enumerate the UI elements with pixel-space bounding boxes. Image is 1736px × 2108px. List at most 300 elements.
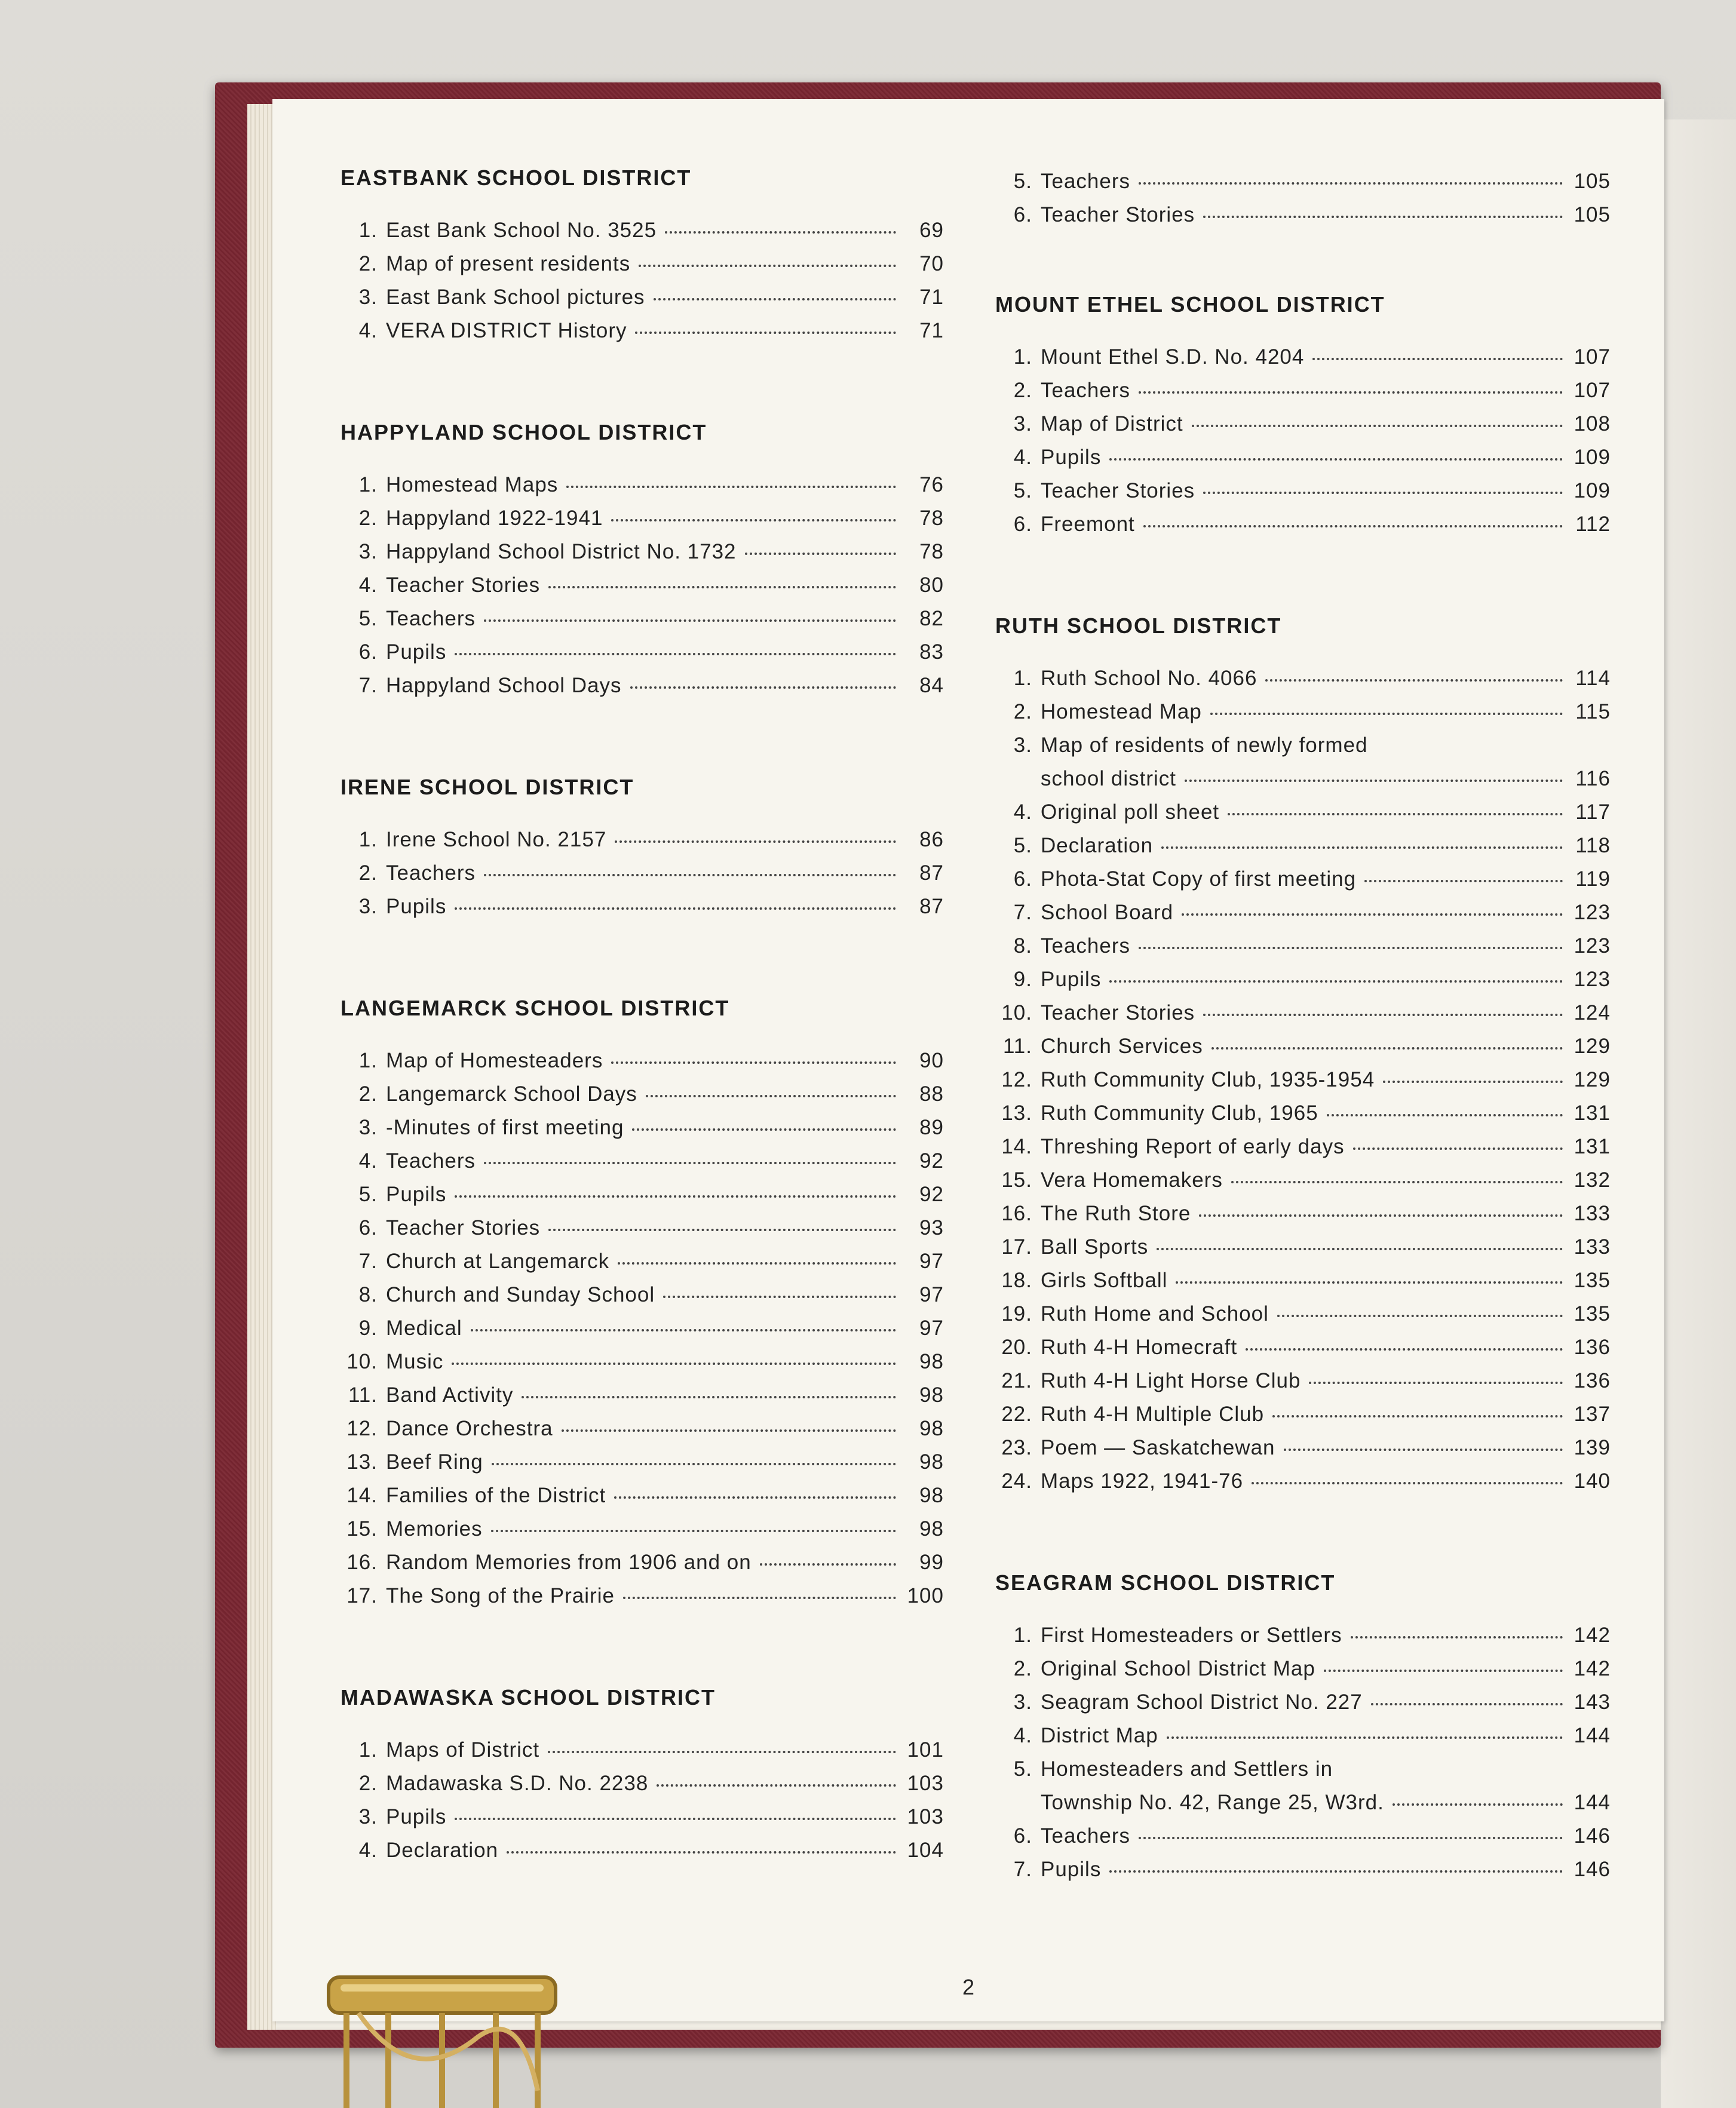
entry-page-number: 86 — [919, 828, 944, 851]
district-section — [341, 1684, 944, 1867]
index-entry — [341, 1379, 944, 1412]
index-entry — [995, 407, 1611, 441]
dot-leader — [548, 1751, 896, 1753]
entry-number: 13. — [1001, 1101, 1032, 1125]
index-entry — [995, 1130, 1611, 1164]
entry-page-number: 146 — [1574, 1824, 1611, 1848]
entry-number: 14. — [346, 1484, 378, 1507]
index-entry — [995, 1819, 1611, 1853]
entry-number: 6. — [358, 640, 378, 664]
entry-number: 6. — [1013, 513, 1032, 536]
entry-number: 19. — [1001, 1302, 1032, 1325]
entry-page-number: 83 — [919, 640, 944, 664]
dot-leader — [1312, 358, 1563, 360]
dot-leader — [1203, 216, 1563, 218]
dot-leader — [1371, 1703, 1563, 1705]
index-entry — [995, 662, 1611, 695]
entry-title: Ruth School No. 4066 — [1041, 667, 1257, 690]
section-gap — [341, 1613, 944, 1684]
entry-page-number: 131 — [1574, 1135, 1611, 1158]
entry-title: Teachers — [1041, 170, 1131, 193]
entry-number: 20. — [1001, 1336, 1032, 1359]
entry-title: Map of present residents — [386, 252, 631, 275]
entry-number: 7. — [1013, 901, 1032, 924]
entry-page-number: 103 — [907, 1772, 944, 1795]
entry-page-number: 69 — [919, 219, 944, 242]
dot-leader — [646, 1095, 896, 1097]
entry-page-number: 82 — [919, 607, 944, 630]
entry-title: Madawaska S.D. No. 2238 — [386, 1772, 649, 1795]
entry-title: Families of the District — [386, 1484, 606, 1507]
entry-title: Irene School No. 2157 — [386, 828, 607, 851]
entry-number: 5. — [1013, 479, 1032, 502]
section-gap — [995, 232, 1611, 292]
dot-leader — [452, 1363, 896, 1365]
index-entry — [341, 214, 944, 247]
entry-page-number: 116 — [1575, 767, 1611, 790]
entry-number: 3. — [1013, 412, 1032, 435]
entry-number: 10. — [1001, 1001, 1032, 1024]
index-entry — [995, 1197, 1611, 1231]
entry-page-number: 123 — [1574, 968, 1611, 991]
entry-number: 13. — [346, 1450, 378, 1474]
entry-page-number: 139 — [1574, 1436, 1611, 1459]
entry-page-number: 129 — [1574, 1035, 1611, 1058]
dot-leader — [623, 1597, 896, 1599]
entry-number: 18. — [1001, 1269, 1032, 1292]
entry-number: 1. — [358, 1049, 378, 1072]
dot-leader — [455, 1195, 896, 1198]
entry-number: 3. — [358, 895, 378, 918]
dot-leader — [1393, 1803, 1563, 1806]
index-entry — [995, 762, 1611, 796]
dot-leader — [1203, 1014, 1563, 1016]
entry-number: 12. — [346, 1417, 378, 1440]
page-stack-edge — [247, 104, 276, 2030]
entry-title: First Homesteaders or Settlers — [1041, 1624, 1342, 1647]
dot-leader — [1199, 1214, 1563, 1217]
entry-number: 9. — [358, 1317, 378, 1340]
index-entry — [995, 1164, 1611, 1197]
entry-title-continued: Township No. 42, Range 25, W3rd. — [1041, 1791, 1384, 1814]
entry-title: Map of Homesteaders — [386, 1049, 603, 1072]
district-title: MADAWASKA SCHOOL DISTRICT — [341, 1685, 716, 1710]
dot-leader — [522, 1396, 896, 1398]
dot-leader — [548, 586, 896, 588]
entry-title: Teacher Stories — [1041, 203, 1195, 226]
entry-page-number: 105 — [1574, 203, 1611, 226]
entry-list — [995, 165, 1611, 232]
dot-leader — [1139, 1837, 1563, 1839]
entry-title: Ruth Community Club, 1965 — [1041, 1101, 1318, 1125]
index-entry — [995, 695, 1611, 729]
entry-title: Vera Homemakers — [1041, 1168, 1223, 1192]
entry-title: District Map — [1041, 1724, 1158, 1747]
entry-number: 3. — [358, 1805, 378, 1828]
entry-number: 22. — [1001, 1403, 1032, 1426]
entry-page-number: 97 — [919, 1250, 944, 1273]
entry-page-number: 87 — [919, 861, 944, 885]
index-entry — [341, 1733, 944, 1767]
binder-clip-icon — [323, 1971, 562, 2108]
index-entry — [995, 796, 1611, 829]
entry-page-number: 104 — [907, 1839, 944, 1862]
entry-page-number: 146 — [1574, 1858, 1611, 1881]
entry-number: 11. — [1002, 1035, 1032, 1058]
dot-leader — [1324, 1670, 1563, 1672]
district-title: EASTBANK SCHOOL DISTRICT — [341, 165, 692, 190]
index-entry — [341, 247, 944, 281]
index-entry — [341, 857, 944, 890]
entry-page-number: 142 — [1574, 1624, 1611, 1647]
entry-page-number: 129 — [1574, 1068, 1611, 1091]
dot-leader — [1272, 1415, 1563, 1417]
index-entry — [995, 374, 1611, 407]
entry-title: Random Memories from 1906 and on — [386, 1551, 752, 1574]
entry-title: VERA DISTRICT History — [386, 319, 627, 342]
entry-page-number: 98 — [919, 1417, 944, 1440]
dot-leader — [1109, 980, 1563, 983]
dot-leader — [1176, 1281, 1563, 1284]
entry-page-number: 140 — [1574, 1469, 1611, 1493]
index-entry — [341, 1312, 944, 1345]
entry-page-number: 98 — [919, 1517, 944, 1541]
entry-title: Medical — [386, 1317, 462, 1340]
entry-number: 2. — [1013, 1657, 1032, 1680]
entry-page-number: 114 — [1575, 667, 1611, 690]
entry-title: Maps of District — [386, 1738, 540, 1762]
entry-number: 2. — [358, 1082, 378, 1106]
entry-number: 5. — [1013, 170, 1032, 193]
index-entry — [341, 1579, 944, 1613]
entry-page-number: 78 — [919, 540, 944, 563]
dot-leader — [611, 519, 896, 521]
entry-list — [341, 823, 944, 923]
entry-title: Pupils — [386, 640, 447, 664]
dot-leader — [611, 1061, 896, 1064]
index-entry — [341, 1144, 944, 1178]
entry-page-number: 71 — [919, 319, 944, 342]
entry-title: Teachers — [1041, 1824, 1131, 1848]
entry-page-number: 100 — [907, 1584, 944, 1607]
entry-title: Dance Orchestra — [386, 1417, 553, 1440]
entry-list — [341, 214, 944, 348]
entry-title: School Board — [1041, 901, 1174, 924]
entry-page-number: 99 — [919, 1551, 944, 1574]
entry-number: 7. — [1013, 1858, 1032, 1881]
entry-page-number: 142 — [1574, 1657, 1611, 1680]
entry-number: 12. — [1001, 1068, 1032, 1091]
entry-number: 3. — [1013, 734, 1032, 757]
entry-page-number: 109 — [1574, 446, 1611, 469]
index-entry — [341, 1245, 944, 1278]
dot-leader — [1139, 947, 1563, 949]
section-gap — [341, 348, 944, 419]
entry-title: Teacher Stories — [386, 1216, 541, 1239]
index-entry — [341, 1044, 944, 1078]
index-entry — [341, 1546, 944, 1579]
dot-leader — [657, 1784, 896, 1787]
entry-title: -Minutes of first meeting — [386, 1116, 624, 1139]
entry-page-number: 137 — [1574, 1403, 1611, 1426]
entry-page-number: 87 — [919, 895, 944, 918]
dot-leader — [548, 1229, 896, 1231]
index-entry — [995, 474, 1611, 508]
entry-list — [995, 1619, 1611, 1886]
index-entry — [995, 1652, 1611, 1686]
entry-number: 4. — [358, 573, 378, 597]
entry-page-number: 76 — [919, 473, 944, 496]
district-title: MOUNT ETHEL SCHOOL DISTRICT — [995, 292, 1385, 317]
entry-number: 4. — [358, 1149, 378, 1173]
index-entry — [995, 1786, 1611, 1819]
entry-title: Pupils — [386, 1805, 447, 1828]
entry-page-number: 119 — [1575, 867, 1611, 891]
entry-number: 7. — [358, 1250, 378, 1273]
entry-title: Memories — [386, 1517, 483, 1541]
entry-title: Happyland School District No. 1732 — [386, 540, 737, 563]
right-column — [995, 165, 1611, 1886]
dot-leader — [1353, 1147, 1563, 1150]
district-title: SEAGRAM SCHOOL DISTRICT — [995, 1570, 1336, 1595]
entry-title: Music — [386, 1350, 444, 1373]
dot-leader — [1228, 813, 1563, 815]
dot-leader — [1157, 1248, 1563, 1250]
entry-page-number: 103 — [907, 1805, 944, 1828]
index-entry — [995, 1686, 1611, 1719]
entry-number: 3. — [358, 286, 378, 309]
left-column — [341, 165, 944, 1867]
entry-title: Ruth Home and School — [1041, 1302, 1269, 1325]
dot-leader — [654, 298, 896, 300]
entry-number: 21. — [1001, 1369, 1032, 1392]
dot-leader — [1364, 880, 1563, 882]
entry-page-number: 101 — [907, 1738, 944, 1762]
dot-leader — [471, 1329, 896, 1331]
entry-number: 5. — [1013, 1757, 1032, 1781]
entry-title: Original School District Map — [1041, 1657, 1315, 1680]
dot-leader — [455, 907, 896, 910]
entry-list — [341, 1733, 944, 1867]
entry-page-number: 108 — [1574, 412, 1611, 435]
index-entry — [341, 535, 944, 569]
index-entry — [995, 1264, 1611, 1297]
entry-title: Map of District — [1041, 412, 1183, 435]
index-entry — [341, 1111, 944, 1144]
entry-number: 15. — [1001, 1168, 1032, 1192]
entry-number: 2. — [1013, 379, 1032, 402]
district-section — [995, 292, 1611, 541]
index-entry — [995, 829, 1611, 863]
dot-leader — [663, 1296, 896, 1298]
entry-number: 6. — [358, 1216, 378, 1239]
entry-page-number: 105 — [1574, 170, 1611, 193]
index-entry — [341, 569, 944, 602]
entry-page-number: 136 — [1574, 1369, 1611, 1392]
entry-title: Beef Ring — [386, 1450, 483, 1474]
entry-title: Teachers — [386, 1149, 476, 1173]
dot-leader — [618, 1262, 896, 1265]
index-entry — [995, 1030, 1611, 1063]
index-entry — [341, 1512, 944, 1546]
page-number: 2 — [962, 1975, 975, 1999]
entry-number: 1. — [358, 1738, 378, 1762]
entry-page-number: 70 — [919, 252, 944, 275]
index-entry — [995, 1719, 1611, 1753]
index-entry — [341, 602, 944, 636]
index-entry — [995, 1431, 1611, 1465]
district-section — [341, 995, 944, 1613]
entry-number: 6. — [1013, 1824, 1032, 1848]
entry-title: Ruth 4-H Multiple Club — [1041, 1403, 1265, 1426]
entry-number: 4. — [1013, 1724, 1032, 1747]
entry-number: 1. — [1013, 667, 1032, 690]
entry-list — [995, 340, 1611, 541]
entry-number: 14. — [1001, 1135, 1032, 1158]
index-entry — [995, 1398, 1611, 1431]
entry-title: Happyland 1922-1941 — [386, 507, 603, 530]
district-section — [995, 613, 1611, 1498]
dot-leader — [455, 1818, 896, 1820]
dot-leader — [507, 1851, 896, 1854]
entry-number: 3. — [358, 1116, 378, 1139]
entry-number: 2. — [358, 507, 378, 530]
entry-title: Church Services — [1041, 1035, 1203, 1058]
dot-leader — [1109, 458, 1563, 461]
dot-leader — [566, 486, 896, 488]
entry-page-number: 131 — [1574, 1101, 1611, 1125]
dot-leader — [630, 686, 896, 689]
dot-leader — [484, 874, 896, 876]
dot-leader — [639, 265, 896, 267]
dot-leader — [1109, 1870, 1563, 1873]
entry-number: 24. — [1001, 1469, 1032, 1493]
entry-number: 3. — [1013, 1690, 1032, 1714]
dot-leader — [1167, 1736, 1563, 1739]
entry-number: 4. — [1013, 800, 1032, 824]
index-entry — [995, 508, 1611, 541]
index-entry — [995, 896, 1611, 929]
entry-title: Pupils — [1041, 1858, 1102, 1881]
entry-title: Ruth 4-H Light Horse Club — [1041, 1369, 1301, 1392]
index-entry — [341, 1412, 944, 1446]
index-entry — [995, 963, 1611, 996]
district-section — [995, 1570, 1611, 1886]
index-entry-first-line — [995, 1753, 1611, 1786]
entry-page-number: 118 — [1575, 834, 1611, 857]
dot-leader — [1161, 846, 1563, 849]
entry-title: Teacher Stories — [1041, 479, 1195, 502]
entry-number: 4. — [358, 319, 378, 342]
index-entry — [995, 1619, 1611, 1652]
index-page — [272, 99, 1664, 2021]
index-entry — [995, 441, 1611, 474]
entry-page-number: 124 — [1574, 1001, 1611, 1024]
index-entry-first-line — [995, 729, 1611, 762]
dot-leader — [1327, 1114, 1563, 1116]
entry-title: Girls Softball — [1041, 1269, 1168, 1292]
entry-number: 1. — [358, 473, 378, 496]
entry-page-number: 133 — [1574, 1235, 1611, 1259]
district-section — [341, 774, 944, 923]
index-entry — [341, 890, 944, 923]
entry-number: 5. — [358, 1183, 378, 1206]
entry-title: Freemont — [1041, 513, 1135, 536]
dot-leader — [632, 1128, 896, 1131]
entry-page-number: 80 — [919, 573, 944, 597]
entry-number: 16. — [346, 1551, 378, 1574]
dot-leader — [1203, 492, 1563, 494]
entry-page-number: 107 — [1574, 379, 1611, 402]
index-entry — [341, 1800, 944, 1834]
index-entry — [341, 1479, 944, 1512]
entry-number: 1. — [1013, 345, 1032, 369]
entry-number: 17. — [346, 1584, 378, 1607]
dot-leader — [615, 840, 896, 843]
entry-title: Teachers — [386, 607, 476, 630]
entry-page-number: 107 — [1574, 345, 1611, 369]
index-entry — [341, 1345, 944, 1379]
entry-title: Teachers — [1041, 379, 1131, 402]
entry-number: 1. — [1013, 1624, 1032, 1647]
entry-page-number: 90 — [919, 1049, 944, 1072]
entry-page-number: 92 — [919, 1149, 944, 1173]
entry-title: Homesteaders and Settlers in — [1041, 1757, 1333, 1781]
dot-leader — [492, 1463, 896, 1465]
entry-number: 3. — [358, 540, 378, 563]
entry-page-number: 89 — [919, 1116, 944, 1139]
section-gap — [995, 1498, 1611, 1570]
entry-number: 2. — [358, 252, 378, 275]
dot-leader — [1139, 182, 1563, 185]
entry-page-number: 123 — [1574, 934, 1611, 958]
entry-title: Band Activity — [386, 1383, 514, 1407]
district-section — [995, 165, 1611, 232]
index-entry — [341, 1767, 944, 1800]
next-page-edge — [1661, 119, 1736, 2108]
entry-number: 23. — [1001, 1436, 1032, 1459]
index-entry — [341, 823, 944, 857]
index-entry — [341, 669, 944, 702]
entry-page-number: 132 — [1574, 1168, 1611, 1192]
dot-leader — [1231, 1181, 1563, 1183]
entry-page-number: 93 — [919, 1216, 944, 1239]
entry-title: Homestead Maps — [386, 473, 559, 496]
index-entry — [995, 340, 1611, 374]
dot-leader — [1192, 425, 1563, 427]
entry-page-number: 136 — [1574, 1336, 1611, 1359]
index-entry — [341, 468, 944, 502]
entry-title: Ball Sports — [1041, 1235, 1149, 1259]
index-entry — [341, 636, 944, 669]
dot-leader — [484, 619, 896, 622]
section-gap — [341, 923, 944, 995]
dot-leader — [1246, 1348, 1563, 1351]
index-entry — [341, 314, 944, 348]
entry-page-number: 109 — [1574, 479, 1611, 502]
district-title: LANGEMARCK SCHOOL DISTRICT — [341, 996, 730, 1020]
entry-page-number: 98 — [919, 1484, 944, 1507]
index-entry — [341, 502, 944, 535]
district-title: RUTH SCHOOL DISTRICT — [995, 613, 1282, 638]
index-entry — [341, 1834, 944, 1867]
entry-list — [995, 662, 1611, 1498]
entry-title-continued: school district — [1041, 767, 1177, 790]
entry-title: The Song of the Prairie — [386, 1584, 615, 1607]
dot-leader — [1182, 913, 1563, 916]
dot-leader — [1143, 525, 1563, 527]
entry-title: Seagram School District No. 227 — [1041, 1690, 1363, 1714]
